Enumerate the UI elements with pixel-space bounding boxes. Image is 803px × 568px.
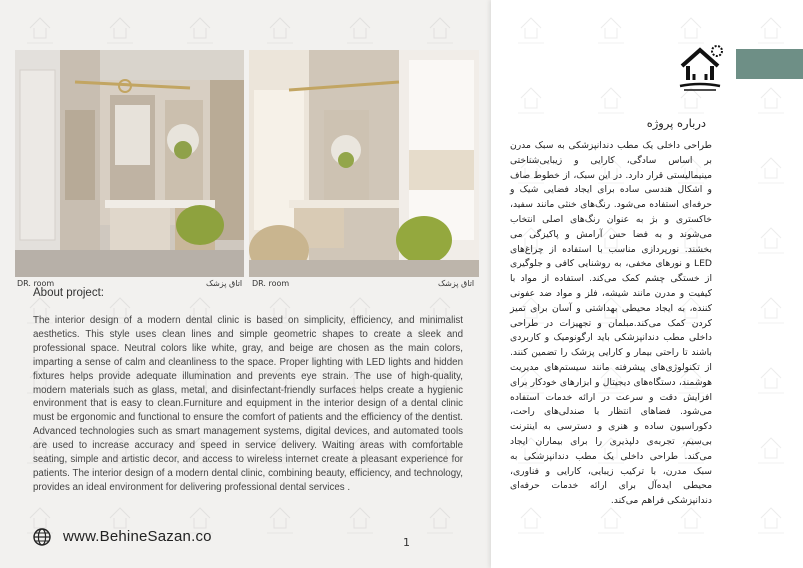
photo-2-caption-fa: اتاق پزشک <box>438 279 475 288</box>
accent-bar <box>736 49 803 79</box>
about-project-title: About project: <box>33 287 104 299</box>
about-project-text: The interior design of a modern dental clinic is based on simplicity, efficiency, and minimalist aesthetics. This style uses clean lines and simple geometric shapes to create a sleek and professional space. Neutral colors like white, gray, and beige are chosen as the main colors, imparting a sense of calm and cleanliness to the space. Proper lighting with LED lights and hidden fixtures helps provide adequate illumination and prevents eye strain. The use of high-quality, modern materials such as glass, metal, and disinfectant-friendly surfaces helps create a hygienic environment that is easy to clean.Furniture and equipment in the interior design of a dental clinic must be ergonomic and functional to ensure the comfort of patients and the efficiency of the dentist. Advanced technologies such as smart management systems, digital devices, and automated tools are used to increase accuracy and speed in service delivery. Waiting areas with comfortable seating, simple and artistic decor, and access to wireless internet create a pleasant experience for patients. The interior design of a modern dental clinic, combining beauty, efficiency, and technology, provides an ideal environment for delivering professional dental services . <box>33 315 463 493</box>
dr-room-photo-2 <box>249 50 479 277</box>
photo-2-caption-en: DR. room <box>252 279 290 288</box>
website-link[interactable]: www.BehineSazan.co <box>63 528 212 545</box>
project-title-fa: درباره پروژه <box>646 116 706 130</box>
photo-1-caption-en: DR. room <box>17 279 55 288</box>
dr-room-photo-1 <box>15 50 244 277</box>
project-text-fa: طراحی داخلی یک مطب دندانپزشکی به سبک مدرن بر اساس سادگی، کارایی و زیبایی‌شناختی مینیمالیستی قرار دارد. در این سبک، از خطوط صاف و اشکال هندسی ساده برای ایجاد فضایی شیک و حرفه‌ای استفاده می‌شود. رنگ‌های خنثی مانند سفید، خاکستری و بژ به عنوان رنگ‌های اصلی انتخاب می‌شوند و به فضا حس آرامش و پاکیزگی می بخشند. نورپردازی مناسب با استفاده از چراغ‌های LED و نورهای مخفی، به روشنایی کافی و جلوگیری از خستگی چشم کمک می‌کند. استفاده از مواد با کیفیت و مدرن مانند شیشه، فلز و مواد ضد عفونی کننده، به ایجاد محیطی بهداشتی و آسان برای تمیز کردن کمک می‌کند.مبلمان و تجهیزات در طراحی داخلی مطب دندانپزشکی باید ارگونومیک و کاربردی باشند تا راحتی بیمار و کارایی پزشک را تضمین کنند. از تکنولوژی‌های پیشرفته مانند سیستم‌های مدیریت هوشمند، دستگاه‌های دیجیتال و ابزارهای خودکار برای افزایش دقت و سرعت در ارائه خدمات استفاده می‌شود. فضاهای انتظار با صندلی‌های راحت، دکوراسیون ساده و هنری و دسترسی به اینترنت بی‌سیم، تجربه‌ی دلپذیری را برای بیماران ایجاد می‌کند. طراحی داخلی یک مطب دندانپزشکی به سبک مدرن، با ترکیب زیبایی، کارایی و فناوری، محیطی ایده‌آل برای ارائه خدمات حرفه‌ای دندانپزشکی فراهم می‌کند. <box>510 140 712 507</box>
photo-1-caption-fa: اتاق پزشک <box>206 279 243 288</box>
house-logo-icon <box>670 36 730 96</box>
page-number: 1 <box>403 536 410 549</box>
globe-icon <box>33 528 51 546</box>
